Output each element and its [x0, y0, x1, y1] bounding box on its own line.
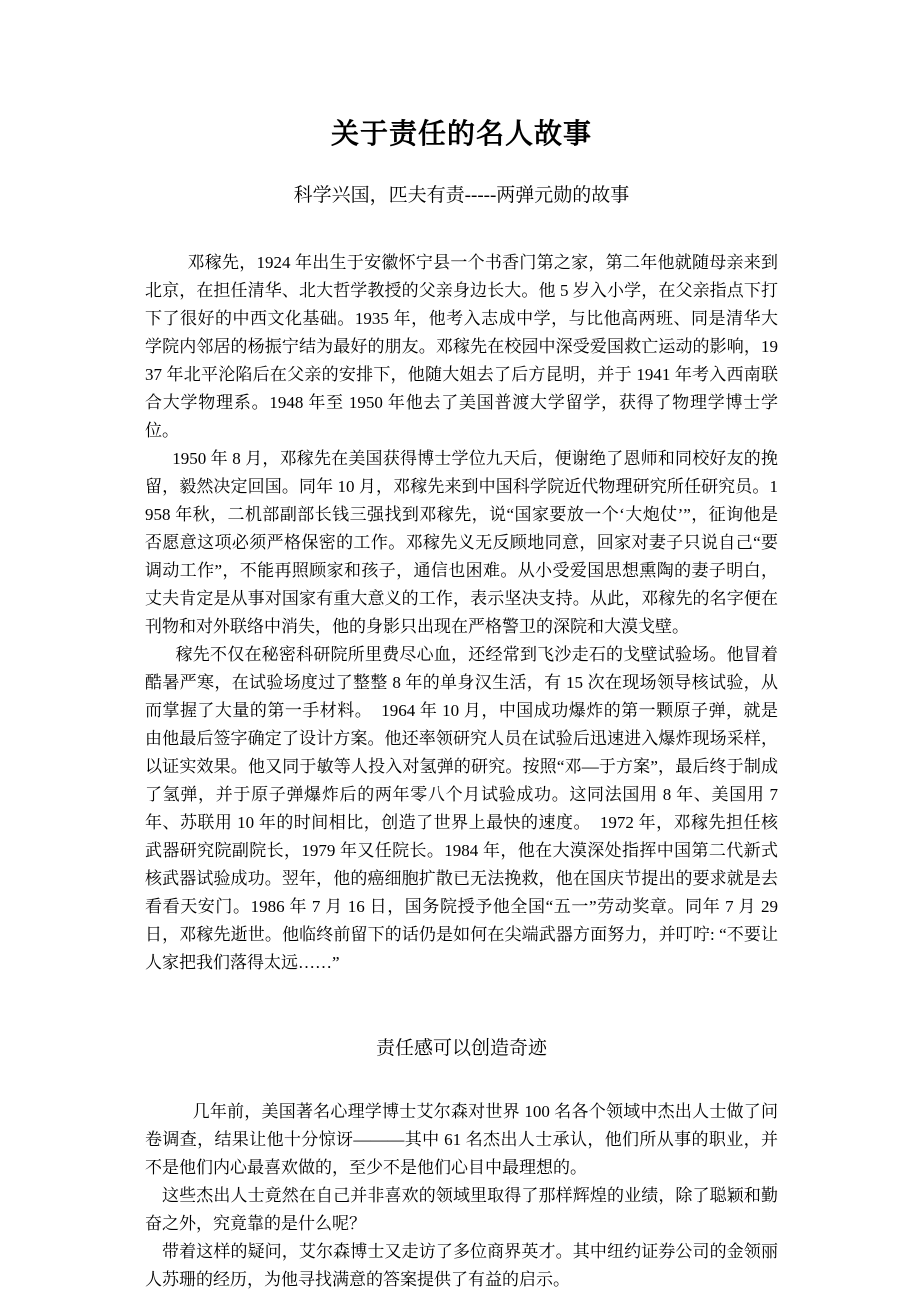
story1-paragraph-1: 邓稼先，1924 年出生于安徽怀宁县一个书香门第之家，第二年他就随母亲来到北京，在担任清华、北大哲学教授的父亲身边长大。他 5 岁入小学，在父亲指点下打下了很好的中西文化基础。1935 年，他考入志成中学，与比他高两班、同是清华大学院内邻居的杨振宁结为最好的朋友。邓稼先在校园中深受爱国救亡运动的影响，1937 年北平沦陷后在父亲的安排下，他随大姐去了后方昆明，并于 1941 年考入西南联合大学物理系。1948 年至 1950 年他去了美国普渡大学留学，获得了物理学博士学位。: [145, 253, 778, 440]
story1-paragraph-2: 1950 年 8 月，邓稼先在美国获得博士学位九天后，便谢绝了恩师和同校好友的挽留，毅然决定回国。同年 10 月，邓稼先来到中国科学院近代物理研究所任研究员。1958 年秋，二机部副部长钱三强找到邓稼先，说“国家要放一个‘大炮仗’”，征询他是否愿意这项必须严格保密的工作。邓稼先义无反顾地同意，回家对妻子只说自己“要调动工作”，不能再照顾家和孩子，通信也困难。从小受爱国思想熏陶的妻子明白，丈夫肯定是从事对国家有重大意义的工作，表示坚决支持。从此，邓稼先的名字便在刊物和对外联络中消失，他的身影只出现在严格警卫的深院和大漠戈壁。: [145, 449, 778, 636]
story2-paragraph-1: 几年前，美国著名心理学博士艾尔森对世界 100 名各个领域中杰出人士做了问卷调查，结果让他十分惊讶———其中 61 名杰出人士承认，他们所从事的职业，并不是他们内心最喜欢做的，至少不是他们心目中最理想的。: [145, 1102, 778, 1177]
doc-title: 关于责任的名人故事: [330, 119, 592, 150]
story1-paragraph-3: 稼先不仅在秘密科研院所里费尽心血，还经常到飞沙走石的戈壁试验场。他冒着酷暑严寒，在试验场度过了整整 8 年的单身汉生活，有 15 次在现场领导核试验，从而掌握了大量的第一手材料。 1964 年 10 月，中国成功爆炸的第一颗原子弹，就是由他最后签字确定了设计方案。他还率领研究人员在试验后迅速进入爆炸现场采样，以证实效果。他又同于敏等人投入对氢弹的研究。按照“邓—于方案”，最后终于制成了氢弹，并于原子弹爆炸后的两年零八个月试验成功。这同法国用 8 年、美国用 7 年、苏联用 10 年的时间相比，创造了世界上最快的速度。 1972 年，邓稼先担任核武器研究院副院长，1979 年又任院长。1984 年，他在大漠深处指挥中国第二代新式核武器试验成功。翌年，他的癌细胞扩散已无法挽救，他在国庆节提出的要求就是去看看天安门。1986 年 7 月 16 日，国务院授予他全国“五一”劳动奖章。同年 7 月 29 日，邓稼先逝世。他临终前留下的话仍是如何在尖端武器方面努力，并叮咛: “不要让人家把我们落得太远……”: [145, 645, 778, 972]
story2-paragraph-2: 这些杰出人士竟然在自己并非喜欢的领域里取得了那样辉煌的业绩，除了聪颖和勤奋之外，究竟靠的是什么呢？: [145, 1186, 778, 1233]
story1-subtitle: 科学兴国，匹夫有责-----两弹元勋的故事: [293, 185, 630, 206]
story2-paragraph-3: 带着这样的疑问，艾尔森博士又走访了多位商界英才。其中纽约证券公司的金领丽人苏珊的经历，为他寻找满意的答案提供了有益的启示。: [145, 1242, 778, 1289]
story2-heading: 责任感可以创造奇迹: [375, 1038, 547, 1059]
